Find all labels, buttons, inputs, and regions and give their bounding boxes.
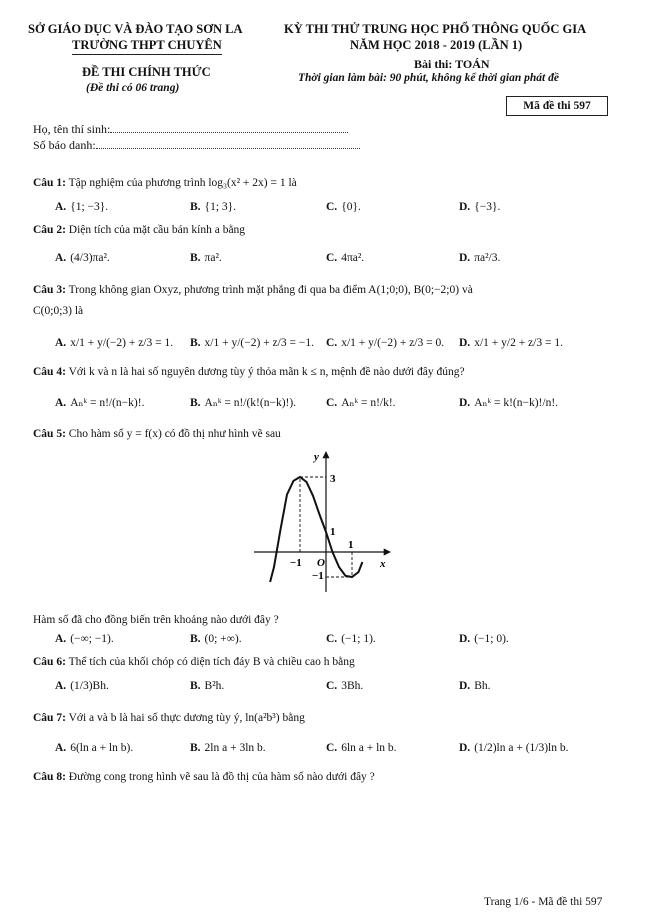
question-text: Với k và n là hai số nguyên dương tùy ý thỏa mãn k ≤ n, mệnh đề nào dưới đây đúng? (68, 366, 465, 378)
option-text: (−1; 1). (341, 633, 376, 645)
option-label: C. (326, 680, 338, 692)
question-6 (33, 656, 355, 668)
student-name-label: Họ, tên thí sinh: (33, 122, 111, 136)
tick-label-y-3: 3 (330, 473, 336, 485)
time-note: Thời gian làm bài: 90 phút, không kể thời gian phát đề (298, 72, 559, 84)
question-text: Với a và b là hai số thực dương tùy ý, ln(a²b³) bằng (68, 712, 305, 724)
question-7 (33, 712, 305, 724)
question-2 (33, 224, 245, 236)
student-id-label: Số báo danh: (33, 138, 96, 152)
student-name-field[interactable] (110, 132, 348, 133)
question-5 (33, 428, 281, 440)
question-text: Đường cong trong hình vẽ sau là đồ thị của hàm số nào dưới đây ? (68, 771, 375, 783)
option-text: {0}. (341, 201, 361, 213)
question-label: Câu 7: (33, 712, 66, 724)
q2-option-d (459, 252, 500, 264)
q1-option-c (326, 201, 361, 213)
option-label: C. (326, 201, 338, 213)
option-label: B. (190, 337, 201, 349)
q2-option-c (326, 252, 364, 264)
tick-label-x-neg1: −1 (290, 557, 302, 569)
q5-option-d (459, 633, 509, 645)
q3-option-d (459, 337, 563, 349)
option-label: B. (190, 201, 201, 213)
q6-option-b (190, 680, 224, 692)
q2-option-a (55, 252, 110, 264)
question-label: Câu 3: (33, 284, 66, 296)
option-text: x/1 + y/(−2) + z/3 = 1. (70, 337, 174, 349)
question-5-prompt: Hàm số đã cho đồng biến trên khoảng nào dưới đây ? (33, 614, 279, 626)
option-label: D. (459, 201, 471, 213)
option-label: C. (326, 742, 338, 754)
q3-option-a (55, 337, 173, 349)
question-label: Câu 2: (33, 224, 66, 236)
option-text: (−∞; −1). (70, 633, 114, 645)
question-text: Trong không gian Oxyz, phương trình mặt phẳng đi qua ba điểm A(1;0;0), B(0;−2;0) và (68, 284, 473, 296)
official-label: ĐỀ THI CHÍNH THỨC (82, 65, 211, 79)
option-text: (−1; 0). (474, 633, 509, 645)
page-footer: Trang 1/6 - Mã đề thi 597 (484, 896, 603, 908)
option-text: x/1 + y/2 + z/3 = 1. (474, 337, 563, 349)
tick-label-x-1: 1 (348, 539, 354, 551)
tick-label-y-1: 1 (330, 526, 336, 538)
question-text: Cho hàm số y = f(x) có đồ thị như hình vẽ sau (68, 428, 281, 440)
option-label: D. (459, 680, 471, 692)
y-axis-label: y (314, 451, 319, 463)
option-text: x/1 + y/(−2) + z/3 = 0. (341, 337, 445, 349)
question-label: Câu 8: (33, 771, 66, 783)
question-label: Câu 4: (33, 366, 66, 378)
question-label: Câu 1: (33, 177, 66, 189)
option-text: 6(ln a + ln b). (70, 742, 134, 754)
option-label: D. (459, 633, 471, 645)
option-label: B. (190, 742, 201, 754)
question-label: Câu 5: (33, 428, 66, 440)
option-text: πa²/3. (474, 252, 501, 264)
option-text: {−3}. (474, 201, 501, 213)
question-8 (33, 771, 375, 783)
exam-code-box (506, 96, 608, 116)
question-text: Thể tích của khối chóp có diện tích đáy B và chiều cao h bằng (68, 656, 355, 668)
question-text: Diện tích của mặt cầu bán kính a bằng (68, 224, 246, 236)
option-label: C. (326, 337, 338, 349)
q5-option-a (55, 633, 114, 645)
option-text: B²h. (204, 680, 225, 692)
option-label: A. (55, 680, 67, 692)
q4-option-b (190, 395, 296, 409)
option-label: D. (459, 742, 471, 754)
q6-option-c (326, 680, 363, 692)
student-name-line (33, 122, 348, 137)
function-graph (244, 446, 394, 596)
question-1 (33, 177, 297, 189)
option-label: B. (190, 680, 201, 692)
option-text: x/1 + y/(−2) + z/3 = −1. (204, 337, 314, 349)
option-label: C. (326, 252, 338, 264)
dept-name: SỞ GIÁO DỤC VÀ ĐÀO TẠO SƠN LA (28, 22, 243, 36)
q4-option-d (459, 395, 558, 409)
option-text: {1; 3}. (204, 201, 237, 213)
option-text: Aₙᵏ = k!(n−k)!/n!. (474, 397, 559, 409)
option-text: Aₙᵏ = n!/(k!(n−k)!). (204, 397, 297, 409)
question-4 (33, 366, 465, 378)
option-label: A. (55, 201, 67, 213)
q4-option-c (326, 395, 396, 409)
option-text: 4πa². (341, 252, 365, 264)
option-label: C. (326, 397, 338, 409)
option-text: Aₙᵏ = n!/(n−k)!. (70, 397, 145, 409)
student-id-field[interactable] (96, 148, 360, 149)
q3-option-b (190, 337, 314, 349)
option-label: D. (459, 397, 471, 409)
q4-option-a (55, 395, 144, 409)
question-label: Câu 6: (33, 656, 66, 668)
exam-title: KỲ THI THỬ TRUNG HỌC PHỔ THÔNG QUỐC GIA (284, 22, 587, 36)
x-axis-label: x (380, 558, 386, 570)
option-text: (0; +∞). (204, 633, 242, 645)
student-id-line (33, 138, 360, 153)
q7-option-d (459, 742, 569, 754)
q6-option-d (459, 680, 490, 692)
question-3 (33, 284, 473, 296)
option-label: B. (190, 633, 201, 645)
option-text: πa². (204, 252, 222, 264)
origin-label: O (317, 557, 325, 569)
option-text: 2ln a + 3ln b. (204, 742, 266, 754)
question-text: Tập nghiệm của phương trình log₃(x² + 2x) = 1 là (68, 177, 297, 189)
q3-option-c (326, 337, 444, 349)
exam-code: Mã đề thi 597 (523, 100, 591, 112)
option-label: D. (459, 252, 471, 264)
option-label: B. (190, 397, 201, 409)
option-text: 3Bh. (341, 680, 364, 692)
option-text: (1/2)ln a + (1/3)ln b. (474, 742, 569, 754)
subject-label: Bài thi: TOÁN (414, 57, 490, 71)
option-label: B. (190, 252, 201, 264)
option-text: (4/3)πa². (70, 252, 110, 264)
option-text: {1; −3}. (70, 201, 109, 213)
option-text: 6ln a + ln b. (341, 742, 397, 754)
q7-option-c (326, 742, 397, 754)
option-label: A. (55, 742, 67, 754)
q2-option-b (190, 252, 222, 264)
tick-label-y-neg1: −1 (312, 570, 324, 582)
q7-option-b (190, 742, 266, 754)
q1-option-d (459, 201, 500, 213)
option-label: A. (55, 337, 67, 349)
option-label: A. (55, 397, 67, 409)
question-3-cont: C(0;0;3) là (33, 305, 84, 317)
pages-note: (Đề thi có 06 trang) (86, 82, 180, 94)
school-year: NĂM HỌC 2018 - 2019 (LẦN 1) (350, 38, 523, 52)
q1-option-a (55, 201, 108, 213)
q6-option-a (55, 680, 109, 692)
option-text: (1/3)Bh. (70, 680, 109, 692)
q5-option-b (190, 633, 242, 645)
option-label: D. (459, 337, 471, 349)
q1-option-b (190, 201, 236, 213)
option-text: Aₙᵏ = n!/k!. (341, 397, 396, 409)
q5-option-c (326, 633, 376, 645)
school-name: TRƯỜNG THPT CHUYÊN (72, 38, 222, 55)
option-text: Bh. (474, 680, 491, 692)
q7-option-a (55, 742, 133, 754)
option-label: A. (55, 252, 67, 264)
option-label: A. (55, 633, 67, 645)
option-label: C. (326, 633, 338, 645)
